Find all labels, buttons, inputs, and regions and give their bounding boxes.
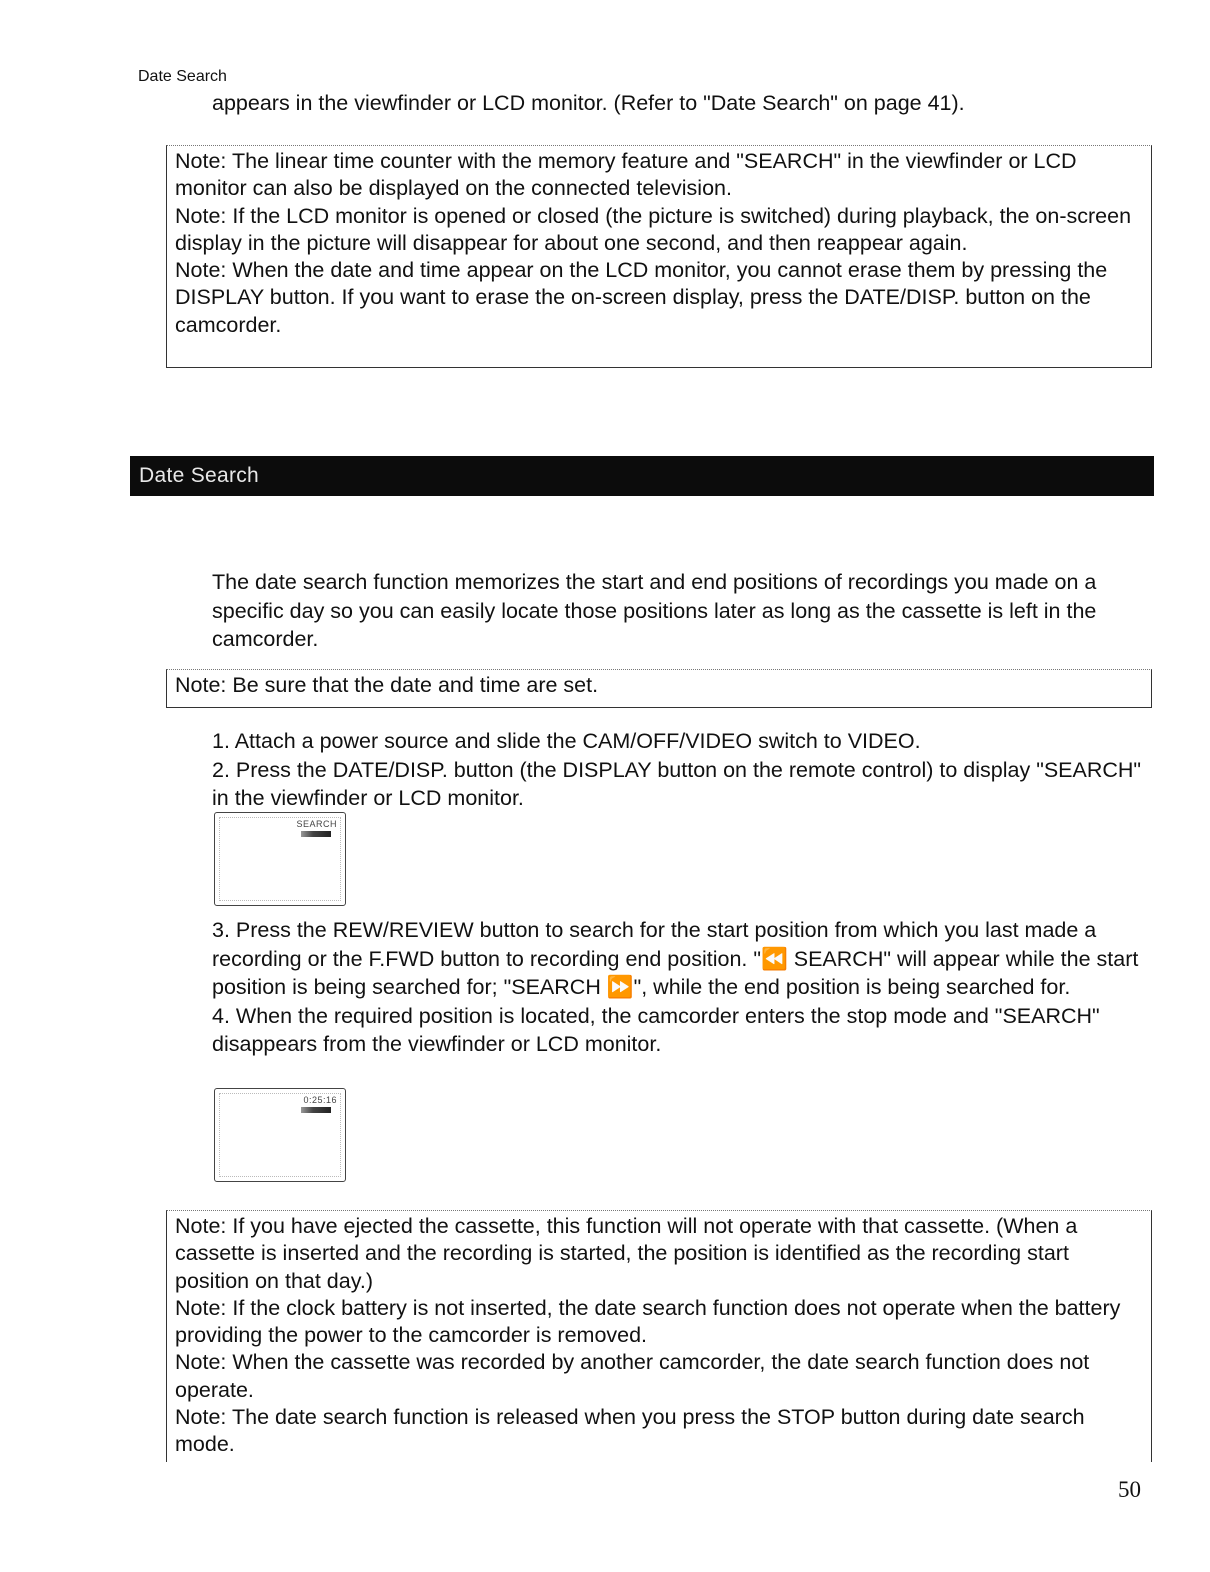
note-box-date-set	[166, 669, 1152, 708]
section-heading-bar	[130, 456, 1154, 496]
note-box-conditions	[166, 1210, 1152, 1462]
note-item: Note: When the date and time appear on the LCD monitor, you cannot erase them by pressing the DISPLAY button. If you want to erase the on-screen display, press the DATE/DISP. button on the camcorder.	[175, 258, 1108, 337]
note-item: Note: If the LCD monitor is opened or closed (the picture is switched) during playback, the on-screen display in the picture will disappear for about one second, and then reappear again.	[175, 203, 1132, 255]
note-item: Note: If you have ejected the cassette, this function will not operate with that cassette. (When a cassette is inserted and the recording is started, the position is identified as the recording start position on that day.)	[175, 1214, 1078, 1293]
page-number: 50	[1118, 1477, 1141, 1502]
note-item: Note: The date search function is released when you press the STOP button during date search mode.	[175, 1405, 1085, 1457]
step-2: 2. Press the DATE/DISP. button (the DISPLAY button on the remote control) to display "SEARCH" in the viewfinder or LCD monitor.	[212, 757, 1142, 810]
screen-area	[219, 1093, 341, 1177]
intro-line: appears in the viewfinder or LCD monitor. (Refer to "Date Search" on page 41).	[212, 91, 965, 115]
note-item: Note: The linear time counter with the memory feature and "SEARCH" in the viewfinder or LCD monitor can also be displayed on the connected television.	[175, 149, 1077, 201]
note-box-display	[166, 145, 1152, 368]
screen-indicator-bar	[301, 831, 331, 837]
screen-area	[219, 817, 341, 901]
screen-indicator-bar	[301, 1107, 331, 1113]
viewfinder-screen-stop	[214, 1088, 346, 1182]
viewfinder-screen-search	[214, 812, 346, 906]
section-title: Date Search	[139, 464, 260, 487]
screen-readout: 0:25:16	[303, 1095, 337, 1105]
note-item: Note: If the clock battery is not inserted, the date search function does not operate when the battery providing the power to the camcorder is removed.	[175, 1295, 1121, 1348]
note-item: Note: When the cassette was recorded by another camcorder, the date search function does not operate.	[175, 1350, 1090, 1402]
screen-readout: SEARCH	[296, 819, 337, 829]
steps-block-1	[212, 727, 1162, 813]
description-text: The date search function memorizes the start and end positions of recordings you made on a specific day so you can easily locate those positions later as long as the cassette is left in the camcorder.	[212, 570, 1097, 651]
description-paragraph	[212, 568, 1162, 654]
running-header: Date Search	[138, 68, 227, 85]
step-3: 3. Press the REW/REVIEW button to search for the start position from which you last made a recording or the F.FWD button to recording end position. "⏪ SEARCH" will appear while the start position is being searched for; "SEARCH ⏩", while the end position is being searched for.	[212, 918, 1139, 999]
step-4: 4. When the required position is located, the camcorder enters the stop mode and "SEARCH" disappears from the viewfinder or LCD monitor.	[212, 1003, 1100, 1056]
steps-block-2	[212, 916, 1162, 1059]
note-item: Note: Be sure that the date and time are set.	[175, 673, 599, 697]
step-1: 1. Attach a power source and slide the CAM/OFF/VIDEO switch to VIDEO.	[212, 729, 921, 753]
